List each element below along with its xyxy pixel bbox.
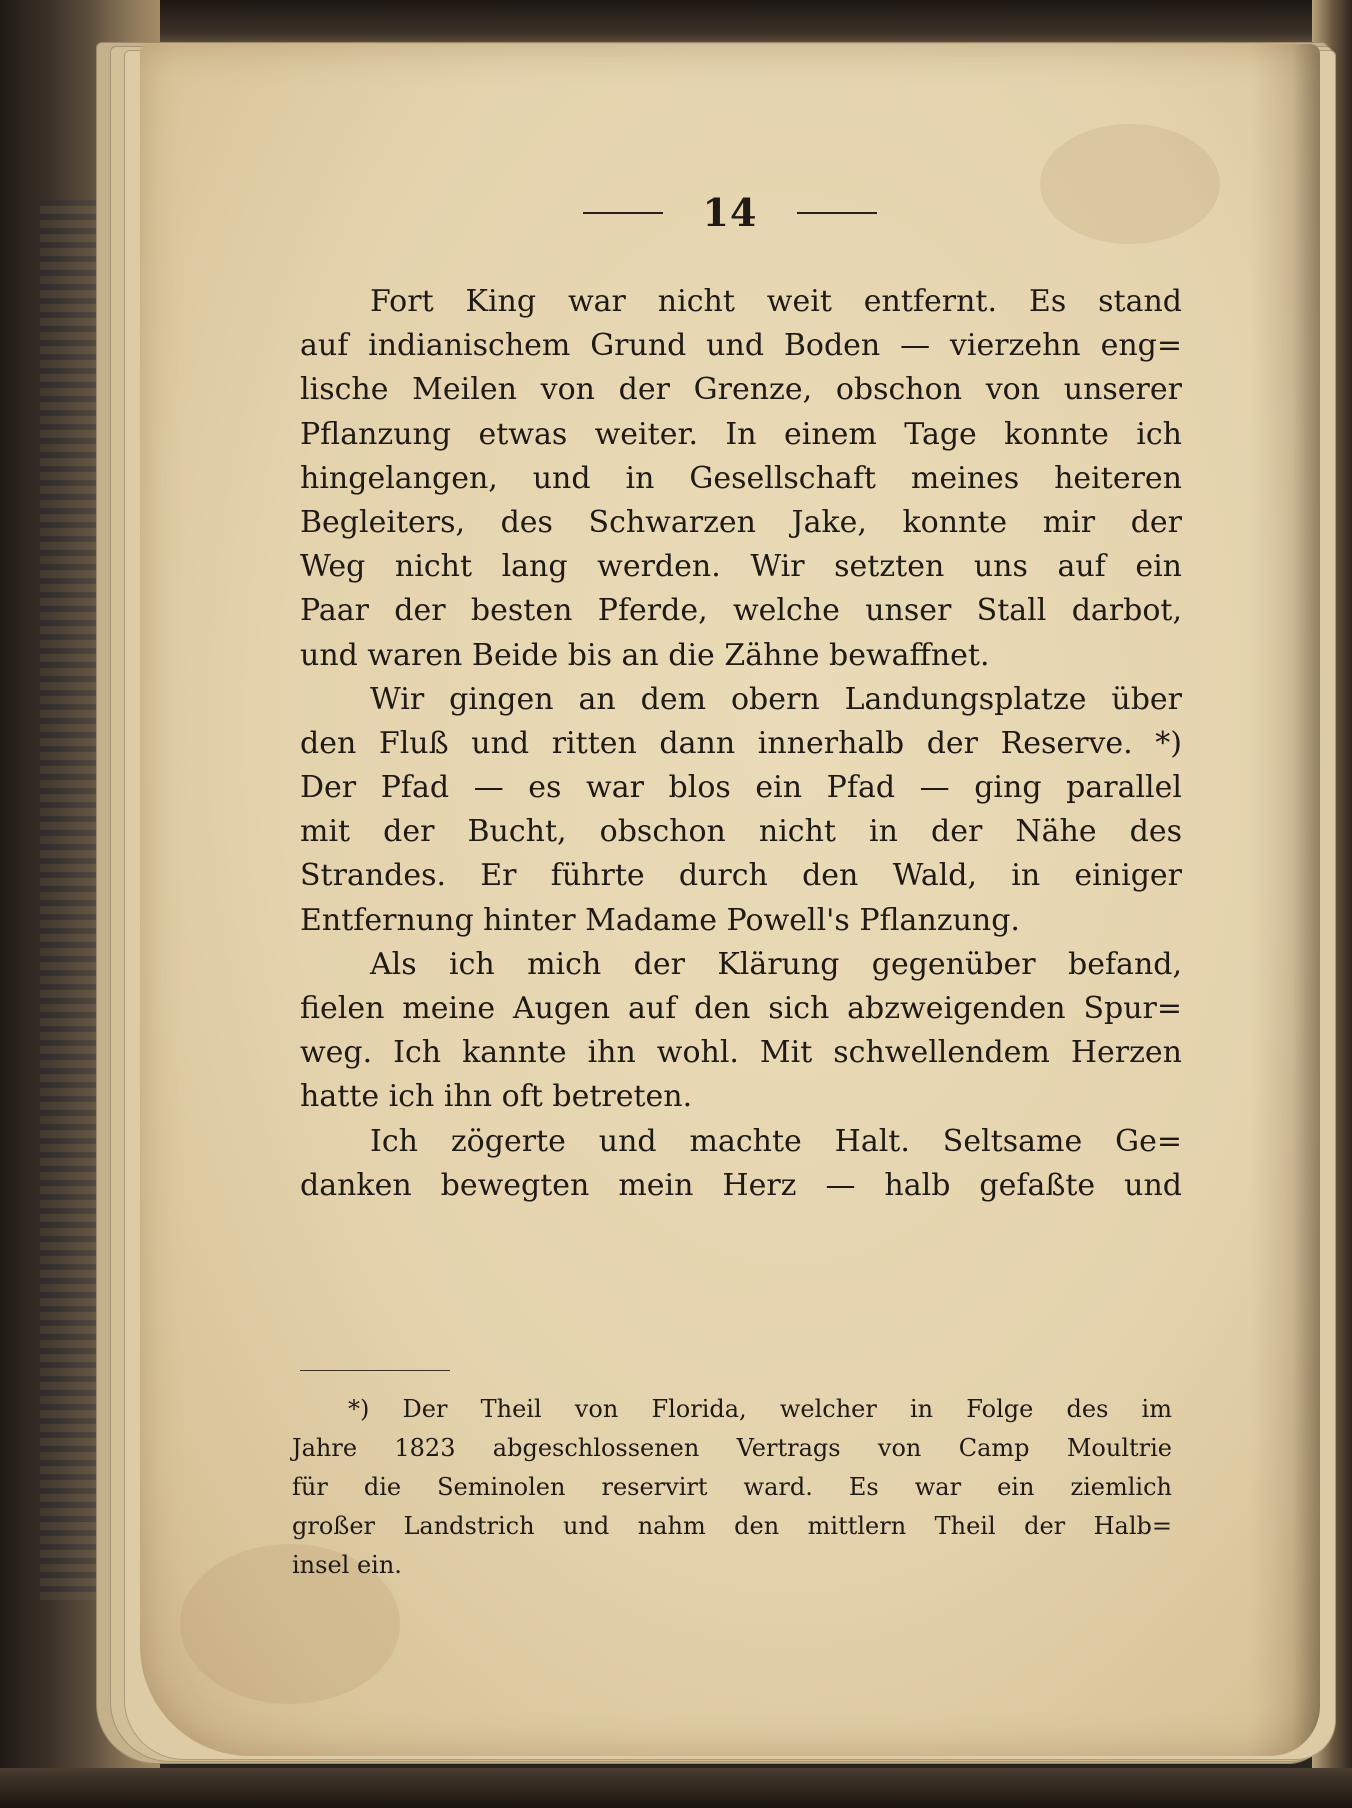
text-line: Wir gingen an dem obern Landungsplatze über (370, 681, 1182, 717)
text-line: Der Pfad — es war blos ein Pfad — ging parallel (300, 770, 1182, 806)
text-line: Paar der besten Pferde, welche unser Stall darbot, (300, 593, 1182, 629)
text-line: Strandes. Er führte durch den Wald, in einiger (300, 858, 1182, 894)
text-line: hingelangen, und in Gesellschaft meines heiteren (300, 460, 1182, 496)
text-line: Als ich mich der Klärung gegenüber befand, (370, 946, 1182, 982)
text-line: Ich zögerte und machte Halt. Seltsame Ge= (370, 1123, 1182, 1159)
text-line: Fort King war nicht weit entfernt. Es stand (370, 284, 1182, 319)
footnote-line: Jahre 1823 abgeschlossenen Vertrags von Camp Moultrie (292, 1434, 1172, 1462)
text-line: den Fluß und ritten dann innerhalb der Reserve. *) (300, 725, 1182, 761)
text-line: Weg nicht lang werden. Wir setzten uns auf ein (300, 549, 1182, 585)
header-rule-right (797, 212, 877, 214)
book-cover-bottom (0, 1768, 1352, 1808)
footnote (292, 1390, 1172, 1585)
text-line: auf indianischem Grund und Boden — vierzehn eng= (300, 328, 1182, 364)
text-line: danken bewegten mein Herz — halb gefaßte und (300, 1167, 1182, 1203)
text-line: hatte ich ihn oft betreten. (300, 1079, 693, 1115)
book-cover-top (0, 0, 1352, 48)
footnote-line: *) Der Theil von Florida, welcher in Folge des im (348, 1395, 1172, 1423)
header-rule-left (583, 212, 663, 214)
text-line: mit der Bucht, obschon nicht in der Nähe des (300, 814, 1182, 850)
book-page (140, 44, 1320, 1756)
text-line: Entfernung hinter Madame Powell's Pflanzung. (300, 902, 1020, 938)
footnote-rule (300, 1370, 450, 1371)
gutter-shadow (1250, 44, 1320, 1756)
text-line: fielen meine Augen auf den sich abzweigenden Spur= (300, 991, 1182, 1026)
text-line: lische Meilen von der Grenze, obschon von unserer (300, 372, 1182, 408)
footnote-line: insel ein. (292, 1551, 402, 1579)
text-line: Pflanzung etwas weiter. In einem Tage konnte ich (300, 416, 1182, 452)
body-text (300, 280, 1182, 1208)
page-header (140, 190, 1320, 234)
text-line: und waren Beide bis an die Zähne bewaffnet. (300, 637, 990, 673)
footnote-line: für die Seminolen reservirt ward. Es war ein ziemlich (292, 1473, 1172, 1501)
page-number: 14 (702, 190, 758, 235)
footnote-line: großer Landstrich und nahm den mittlern Theil der Halb= (292, 1512, 1172, 1540)
text-line: weg. Ich kannte ihn wohl. Mit schwellendem Herzen (300, 1035, 1182, 1071)
text-line: Begleiters, des Schwarzen Jake, konnte mir der (300, 504, 1182, 540)
